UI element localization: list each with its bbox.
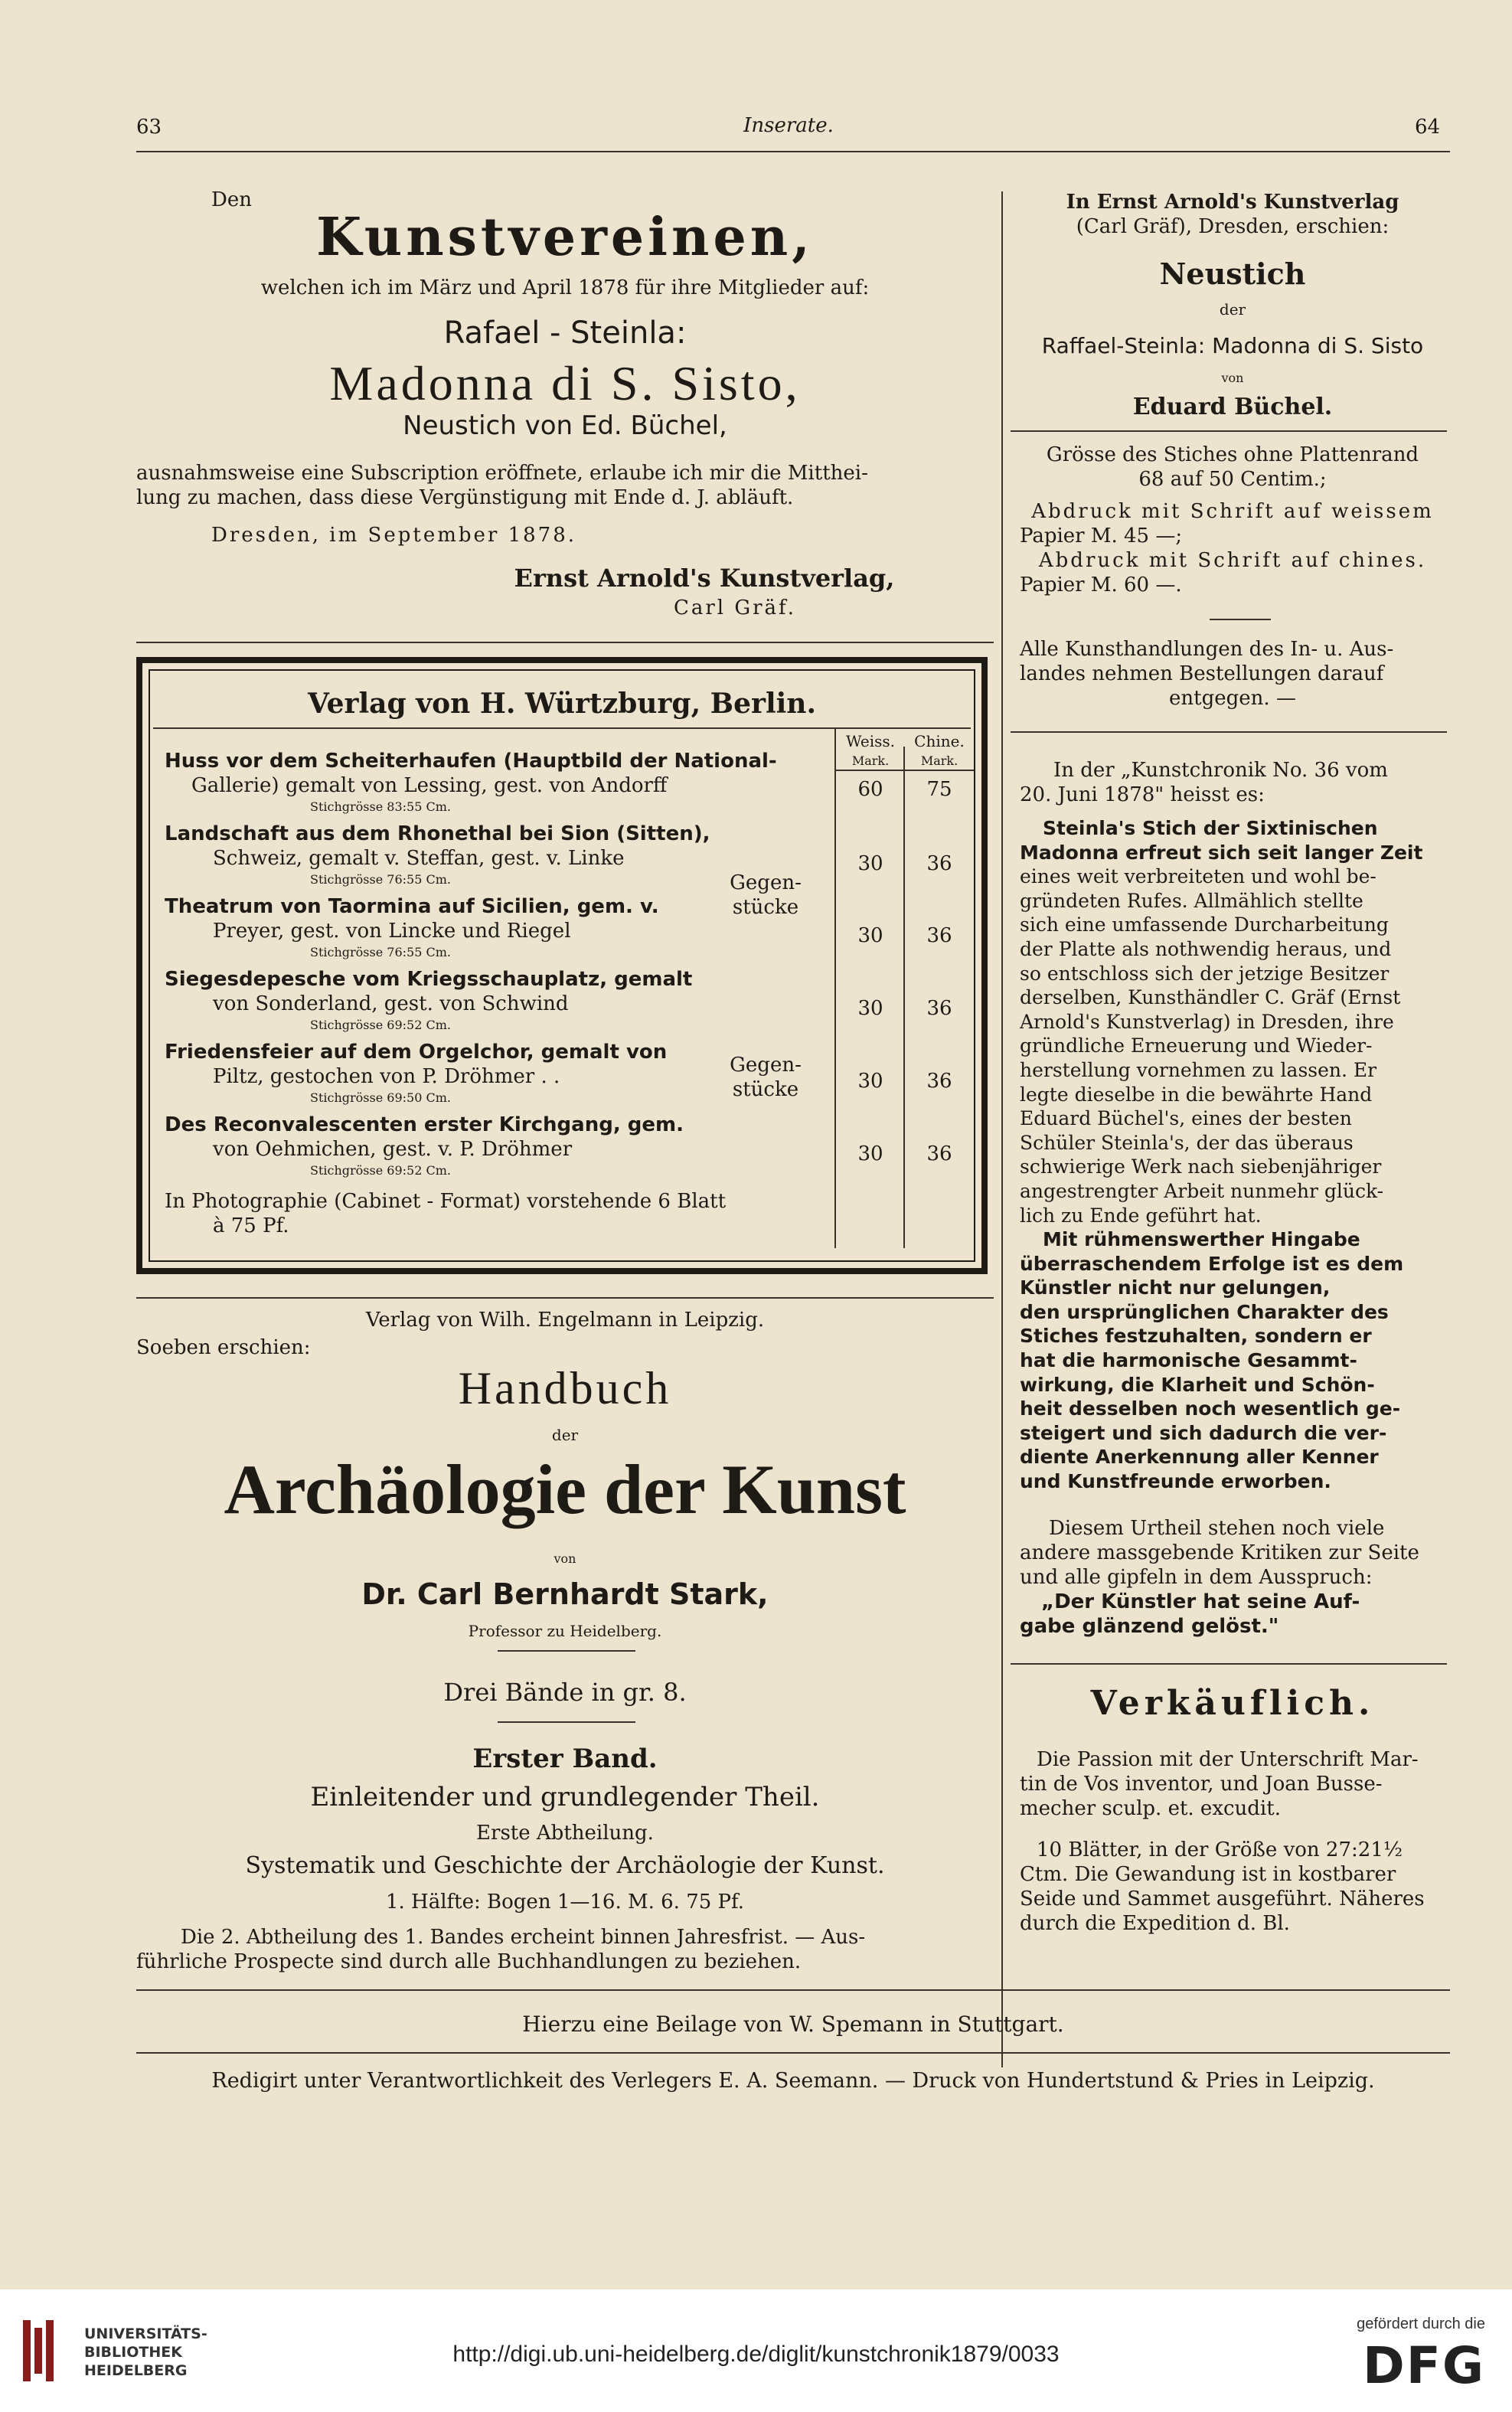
right-groesse-1: Grösse des Stiches ohne Plattenrand <box>1046 443 1419 466</box>
right-alle-3: entgegen. — <box>1169 687 1296 710</box>
ad3-systematik: Systematik und Geschichte der Archäologie der Kunst. <box>245 1852 885 1879</box>
university-name-line2: BIBLIOTHEK <box>84 2344 182 2361</box>
right-raffael: Raffael-Steinla: Madonna di S. Sisto <box>1041 333 1424 358</box>
ad3-note-line1: Die 2. Abtheilung des 1. Bandes ercheint binnen Jahresfrist. — Aus- <box>181 1926 866 1949</box>
right-diesem-4: „Der Künstler hat seine Auf- <box>1041 1590 1360 1613</box>
right-buechel: Eduard Büchel. <box>1132 394 1333 420</box>
quote-line: gründliche Erneuerung und Wieder- <box>1020 1034 1373 1057</box>
ad3-short-rule-2 <box>498 1721 635 1723</box>
right-rule-2 <box>1011 731 1447 733</box>
ad2-item-5-chine: 36 <box>926 1070 952 1093</box>
ad2-item-1-line1: Huss vor dem Scheiterhaufen (Hauptbild der National- <box>165 750 777 773</box>
ad2-item-5-line2: Piltz, gestochen von P. Dröhmer . . <box>213 1065 560 1088</box>
ad2-item-2-line2: Schweiz, gemalt v. Steffan, gest. v. Linke <box>213 847 625 870</box>
quote-line: eines weit verbreiteten und wohl be- <box>1020 865 1376 888</box>
ad3-haelfte: 1. Hälfte: Bogen 1—16. M. 6. 75 Pf. <box>385 1891 745 1914</box>
ad3-archaeologie: Archäologie der Kunst <box>224 1450 906 1528</box>
quote-line: steigert und sich dadurch die ver- <box>1020 1421 1387 1444</box>
right-v4: 10 Blätter, in der Größe von 27:21½ <box>1037 1838 1403 1861</box>
ad2-item-2-line1: Landschaft aus dem Rhonethal bei Sion (Sitten), <box>165 822 710 845</box>
ad2-item-5-weiss: 30 <box>857 1070 883 1093</box>
right-short-rule <box>1210 619 1271 620</box>
quote-line: diente Anerkennung aller Kenner <box>1020 1446 1379 1469</box>
right-alle-1: Alle Kunsthandlungen des In- u. Aus- <box>1020 638 1394 661</box>
ad2-item-4-chine: 36 <box>926 997 952 1020</box>
quote-line: hat die harmonische Gesammt- <box>1020 1349 1357 1372</box>
right-diesem-3: und alle gipfeln in dem Ausspruch: <box>1020 1566 1373 1589</box>
ad1-intro: welchen ich im März und April 1878 für ihre Mitglieder auf: <box>260 276 870 299</box>
ad2-photo-line1: In Photographie (Cabinet - Format) vorstehende 6 Blatt <box>165 1190 727 1213</box>
right-chronik-1: In der „Kunstchronik No. 36 vom <box>1053 759 1388 782</box>
ad2-stuecke-1: stücke <box>732 896 799 919</box>
bottom-rule-1 <box>136 1989 1450 1991</box>
ad2-col-line-1 <box>834 727 836 1248</box>
right-abdruck-2: Papier M. 45 —; <box>1020 525 1183 547</box>
quote-line: Madonna erfreut sich seit langer Zeit <box>1020 841 1423 864</box>
ad1-signature-name: Carl Gräf. <box>673 596 797 619</box>
right-der: der <box>1219 300 1246 319</box>
right-abdruck-4: Papier M. 60 —. <box>1020 574 1182 596</box>
ad3-top-rule <box>136 1297 994 1299</box>
quote-line: Steinla's Stich der Sixtinischen <box>1043 817 1378 839</box>
ad3-author: Dr. Carl Bernhardt Stark, <box>361 1577 769 1611</box>
ad2-item-3-weiss: 30 <box>857 924 883 947</box>
ad2-item-1-size: Stichgrösse 83:55 Cm. <box>310 799 451 814</box>
ad2-item-4-weiss: 30 <box>857 997 883 1020</box>
ad1-rule <box>136 642 994 643</box>
ad2-item-2-size: Stichgrösse 76:55 Cm. <box>310 872 451 887</box>
ad2-item-6-chine: 36 <box>926 1142 952 1165</box>
right-diesem-2: andere massgebende Kritiken zur Seite <box>1020 1541 1419 1564</box>
ad2-item-6-size: Stichgrösse 69:52 Cm. <box>310 1163 451 1178</box>
ad3-professor: Professor zu Heidelberg. <box>468 1622 662 1640</box>
right-neustich: Neustich <box>1159 257 1306 291</box>
ad2-item-3-chine: 36 <box>926 924 952 947</box>
ad3-note-line2: führliche Prospecte sind durch alle Buchhandlungen zu beziehen. <box>136 1950 802 1973</box>
ad1-headline: Kunstvereinen, <box>316 207 814 268</box>
quote-line: schwierige Werk nach siebenjähriger <box>1020 1155 1382 1178</box>
page-number-right: 64 <box>1415 116 1441 139</box>
ad2-item-1-chine: 75 <box>926 778 952 801</box>
quote-line: überraschendem Erfolge ist es dem <box>1020 1252 1404 1275</box>
right-quote-lines <box>1020 816 1448 1494</box>
page-title: Inserate. <box>743 114 834 137</box>
ad2-gegen-1: Gegen- <box>730 871 802 894</box>
ad2-item-2-weiss: 30 <box>857 852 883 875</box>
right-alle-2: landes nehmen Bestellungen darauf <box>1020 662 1384 685</box>
ad2-item-3-line2: Preyer, gest. von Lincke und Riegel <box>213 920 571 943</box>
ad2-header-rule <box>836 770 974 771</box>
ad2-item-6-line1: Des Reconvalescenten erster Kirchgang, gem. <box>165 1113 684 1136</box>
ad1-body-line2: lung zu machen, dass diese Vergünstigung mit Ende d. J. abläuft. <box>136 486 794 509</box>
ad2-item-4-line1: Siegesdepesche vom Kriegsschauplatz, gemalt <box>165 968 693 991</box>
quote-line: wirkung, die Klarheit und Schön- <box>1020 1373 1375 1396</box>
ad2-item-6-line2: von Oehmichen, gest. v. P. Dröhmer <box>213 1138 573 1161</box>
right-abdruck-3: Abdruck mit Schrift auf chines. <box>1038 549 1427 572</box>
ad3-short-rule-1 <box>498 1650 635 1652</box>
quote-line: angestrengter Arbeit nunmehr glück- <box>1020 1179 1384 1202</box>
ad2-col-weiss: Weiss. <box>845 732 896 750</box>
column-divider <box>1001 191 1003 2067</box>
ad2-gegen-2: Gegen- <box>730 1054 802 1077</box>
quote-line: der Platte als nothwendig heraus, und <box>1020 937 1392 960</box>
header-rule <box>136 151 1450 152</box>
quote-line: so entschloss sich der jetzige Besitzer <box>1020 962 1390 985</box>
ad2-title: Verlag von H. Würtzburg, Berlin. <box>307 688 816 720</box>
right-publisher-line2: (Carl Gräf), Dresden, erschien: <box>1076 215 1390 238</box>
ad3-baende: Drei Bände in gr. 8. <box>443 1678 687 1707</box>
ad1-signature: Ernst Arnold's Kunstverlag, <box>514 564 895 593</box>
quote-line: herstellung vornehmen zu lassen. Er <box>1020 1058 1377 1081</box>
quote-line: legte dieselbe in die bewährte Hand <box>1020 1083 1373 1106</box>
ad2-stuecke-2: stücke <box>732 1078 799 1101</box>
ad3-einleitender: Einleitender und grundlegender Theil. <box>310 1782 820 1812</box>
dfg-logo: DFG <box>1362 2336 1485 2395</box>
quote-line: heit desselben noch wesentlich ge- <box>1020 1397 1401 1420</box>
quote-line: Stiches festzuhalten, sondern er <box>1020 1325 1372 1348</box>
right-v2: tin de Vos inventor, und Joan Busse- <box>1020 1773 1383 1796</box>
page-number-left: 63 <box>136 116 162 139</box>
ad1-place-date: Dresden, im September 1878. <box>211 524 577 547</box>
ad1-madonna: Madonna di S. Sisto, <box>329 356 801 410</box>
right-quote <box>1020 816 1448 1494</box>
ad2-item-6-weiss: 30 <box>857 1142 883 1165</box>
digi-url-link[interactable]: http://digi.ub.uni-heidelberg.de/diglit/kunstchronik1879/0033 <box>452 2342 1060 2367</box>
right-von: von <box>1221 371 1244 385</box>
ad2-col-mark-1: Mark. <box>851 753 890 768</box>
ad3-der: der <box>551 1426 579 1444</box>
ad3-erste-abtheilung: Erste Abtheilung. <box>476 1822 654 1845</box>
quote-line: Eduard Büchel's, eines der besten <box>1020 1107 1352 1130</box>
ad2-item-5-line1: Friedensfeier auf dem Orgelchor, gemalt von <box>165 1041 668 1064</box>
funding-note: gefördert durch die <box>1357 2316 1485 2332</box>
right-diesem-5: gabe glänzend gelöst." <box>1020 1615 1279 1638</box>
ad2-photo-line2: à 75 Pf. <box>213 1214 289 1237</box>
right-rule-3 <box>1011 1663 1447 1665</box>
quote-line: Schüler Steinla's, der das überaus <box>1020 1131 1354 1154</box>
ad2-item-5-size: Stichgrösse 69:50 Cm. <box>310 1090 451 1105</box>
right-v5: Ctm. Die Gewandung ist in kostbarer <box>1020 1863 1396 1886</box>
quote-line: gründeten Rufes. Allmählich stellte <box>1020 889 1363 912</box>
ad1-neustich: Neustich von Ed. Büchel, <box>403 410 727 441</box>
quote-line: Mit rühmenswerther Hingabe <box>1043 1228 1360 1251</box>
ad1-rafael: Rafael - Steinla: <box>443 315 687 351</box>
right-v6: Seide und Sammet ausgeführt. Näheres <box>1020 1887 1425 1910</box>
ad2-title-rule <box>153 727 971 729</box>
bottom-beilage: Hierzu eine Beilage von W. Spemann in Stuttgart. <box>522 2012 1064 2037</box>
quote-line: derselben, Kunsthändler C. Gräf (Ernst <box>1020 986 1401 1009</box>
ad2-item-4-line2: von Sonderland, gest. von Schwind <box>213 992 569 1015</box>
quote-line: und Kunstfreunde erworben. <box>1020 1470 1331 1493</box>
university-name-line3: HEIDELBERG <box>84 2362 188 2379</box>
quote-line: Arnold's Kunstverlag) in Dresden, ihre <box>1020 1010 1394 1033</box>
quote-line: Künstler nicht nur gelungen, <box>1020 1276 1331 1299</box>
ad2-col-mark-2: Mark. <box>920 753 958 768</box>
bottom-rule-2 <box>136 2052 1450 2054</box>
ad2-item-1-line2: Gallerie) gemalt von Lessing, gest. von Andorff <box>191 774 668 797</box>
right-verkaeuflich: Verkäuflich. <box>1090 1684 1375 1723</box>
quote-line: sich eine umfassende Durcharbeitung <box>1020 913 1389 936</box>
right-groesse-2: 68 auf 50 Centim.; <box>1138 468 1327 491</box>
quote-line: den ursprünglichen Charakter des <box>1020 1300 1389 1323</box>
ad1-body-line1: ausnahmsweise eine Subscription eröffnete, erlaube ich mir die Mitthei- <box>136 462 868 485</box>
bottom-redigirt: Redigirt unter Verantwortlichkeit des Verlegers E. A. Seemann. — Druck von Hundertstund & Pries in Leipzig. <box>211 2069 1375 2093</box>
ad3-soeben: Soeben erschien: <box>136 1336 311 1359</box>
ad2-item-3-line1: Theatrum von Taormina auf Sicilien, gem. v. <box>165 895 659 918</box>
ad2-col-chine: Chine. <box>914 732 965 750</box>
right-v7: durch die Expedition d. Bl. <box>1020 1912 1290 1935</box>
right-v1: Die Passion mit der Unterschrift Mar- <box>1037 1748 1419 1771</box>
ad2-item-3-size: Stichgrösse 76:55 Cm. <box>310 945 451 959</box>
right-publisher-name: In Ernst Arnold's Kunstverlag <box>1066 191 1399 214</box>
ad3-erster-band: Erster Band. <box>472 1744 658 1774</box>
ad3-verlag: Verlag von Wilh. Engelmann in Leipzig. <box>365 1309 765 1332</box>
quote-line: lich zu Ende geführt hat. <box>1020 1204 1262 1227</box>
ad2-item-2-chine: 36 <box>926 852 952 875</box>
right-abdruck-1: Abdruck mit Schrift auf weissem <box>1031 500 1434 523</box>
right-chronik-2: 20. Juni 1878" heisst es: <box>1020 783 1265 806</box>
right-v3: mecher sculp. et. excudit. <box>1020 1797 1281 1820</box>
ad1-den: Den <box>211 188 252 211</box>
right-publisher-line1 <box>1011 190 1455 214</box>
university-name-line1: UNIVERSITÄTS- <box>84 2325 207 2342</box>
right-diesem-1: Diesem Urtheil stehen noch viele <box>1049 1517 1385 1540</box>
right-rule-1 <box>1011 430 1447 432</box>
ad2-item-1-weiss: 60 <box>857 778 883 801</box>
ad2-item-4-size: Stichgrösse 69:52 Cm. <box>310 1018 451 1032</box>
ad3-handbuch: Handbuch <box>458 1363 672 1414</box>
ad3-von: von <box>554 1551 576 1566</box>
